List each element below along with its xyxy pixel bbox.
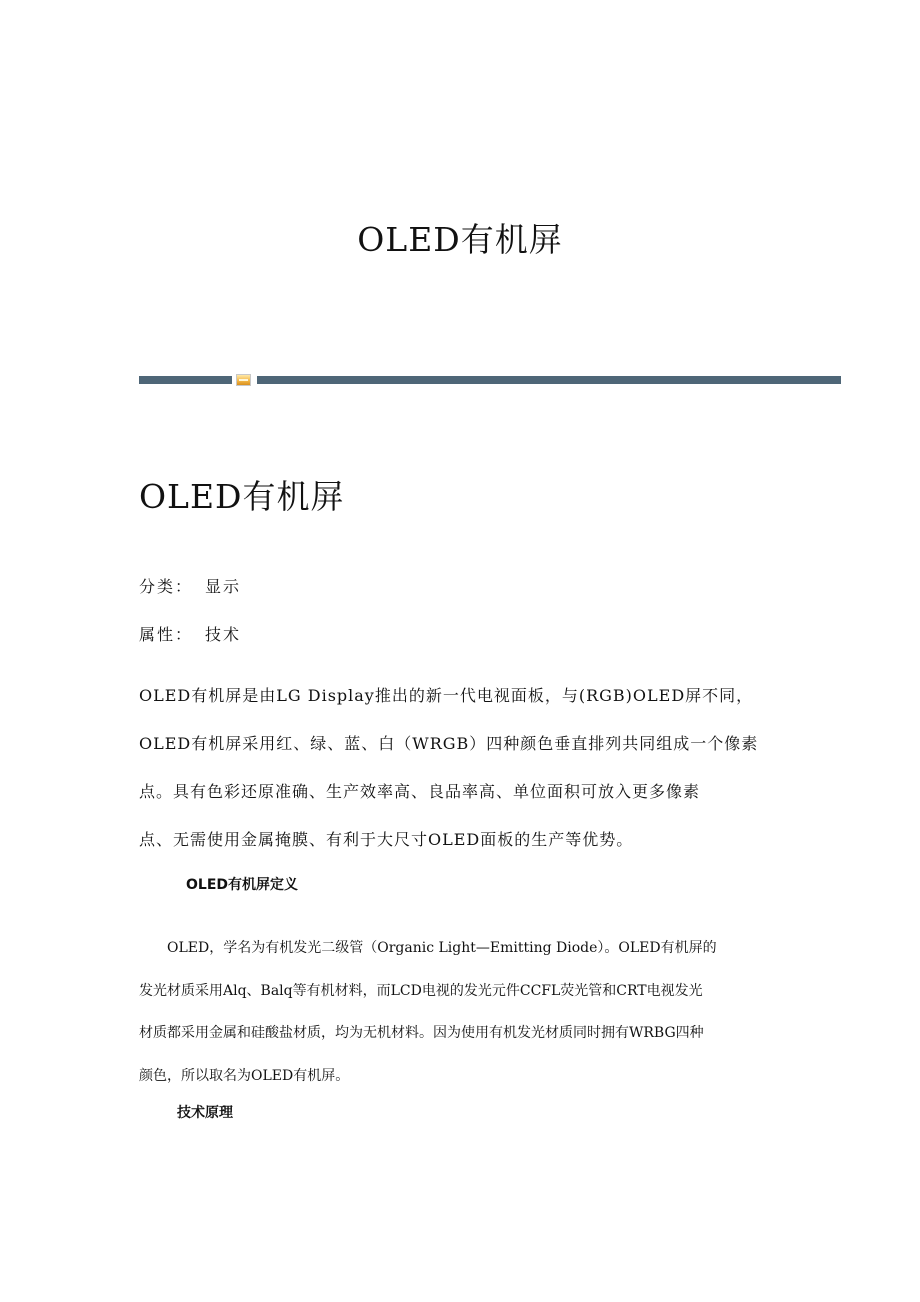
intro-paragraph: [139, 672, 789, 864]
intro-line: 点。具有色彩还原准确、生产效率高、良品率高、单位面积可放入更多像素: [139, 782, 701, 801]
category-line: [139, 576, 241, 598]
divider-bar-left: [139, 376, 232, 384]
cover-title: OLED有机屏: [357, 220, 563, 259]
divider-bar-right: [257, 376, 841, 384]
definition-paragraph: [139, 927, 789, 1097]
divider-ornament-icon: [236, 374, 251, 386]
section-title-principle: 技术原理: [177, 1105, 233, 1121]
section-divider: [139, 375, 841, 385]
intro-line: 点、无需使用金属掩膜、有利于大尺寸OLED面板的生产等优势。: [139, 830, 634, 849]
section-title-definition: OLED有机屏定义: [186, 877, 299, 893]
category-value: 显示: [205, 577, 242, 596]
intro-line: OLED有机屏是由LG Display推出的新一代电视面板，与(RGB)OLED屏不同，: [139, 686, 754, 705]
intro-line: OLED有机屏采用红、绿、蓝、白（WRGB）四种颜色垂直排列共同组成一个像素: [139, 734, 759, 753]
definition-line: 发光材质采用Alq、Balq等有机材料，而LCD电视的发光元件CCFL荧光管和CRT电视发光: [139, 982, 703, 999]
category-label: 分类：: [139, 577, 194, 596]
attribute-label: 属性：: [139, 625, 194, 644]
definition-line: 颜色，所以取名为OLED有机屏。: [139, 1067, 350, 1084]
article-heading: OLED有机屏: [139, 477, 345, 516]
definition-line: 材质都采用金属和硅酸盐材质，均为无机材料。因为使用有机发光材质同时拥有WRBG四种: [139, 1025, 704, 1041]
attribute-line: [139, 624, 241, 646]
attribute-value: 技术: [205, 625, 242, 644]
definition-line: OLED，学名为有机发光二级管（Organic Light—Emitting Diode）。OLED有机屏的: [139, 940, 717, 956]
